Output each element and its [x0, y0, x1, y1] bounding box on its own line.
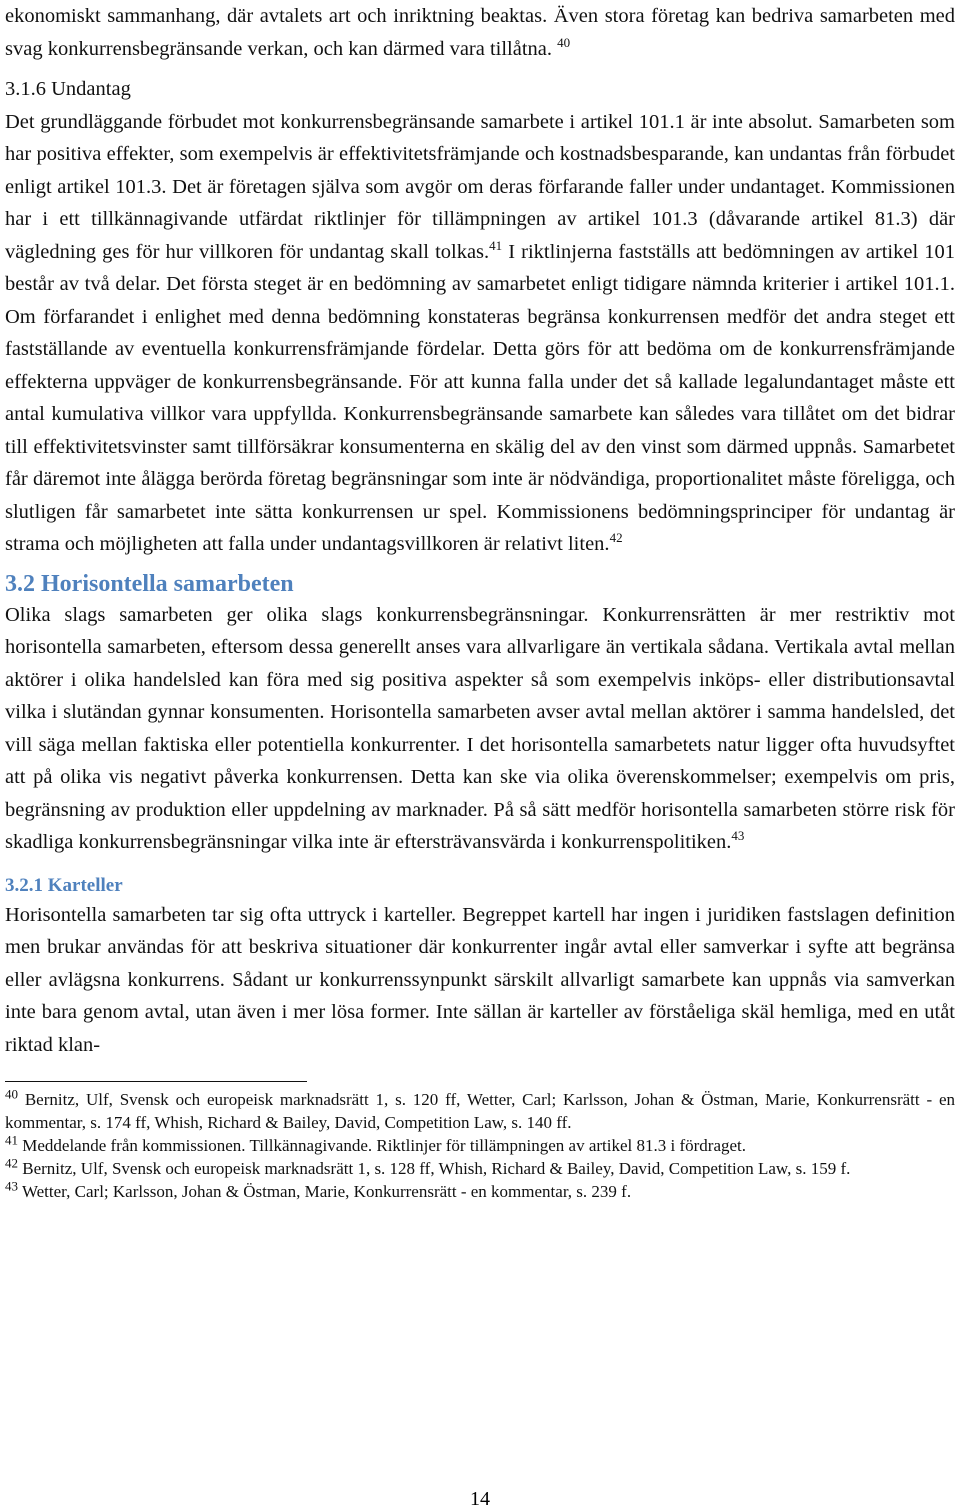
- intro-paragraph: [5, 0, 955, 65]
- footnote-ref-42: 42: [609, 530, 623, 546]
- footnote-41: $^{41}$ Meddelande från kommissionen. Tillkännagivande. Riktlinjer för tillämpningen av artikel 81.3 i fördraget.: [5, 1132, 747, 1155]
- intro-text: ekonomiskt sammanhang, där avtalets art och inriktning beaktas. Även stora företag kan bedriva samarbeten med svag konkurrensbegränsande verkan, och kan därmed vara tillåtna.: [5, 5, 955, 60]
- section-title: Undantag: [51, 78, 131, 100]
- paragraph-part-1: Det grundläggande förbudet mot konkurrensbegränsande samarbete i artikel 101.1 är inte absolut. Samarbeten som har positiva effekter, som exempelvis är effektivitetsfrämjande och kostnadsbesparande, kan undantas från förbudet enligt artikel 101.3. Det är företagen själva som avgör om deras förfarande faller under undantaget. Kommissionen har i ett tillkännagivande utfärdat riktlinjer för tillämpningen av artikel 101.3 (dåvarande artikel 81.3) där vägledning ges för hur villkoren för undantag skall tolkas.: [5, 110, 955, 263]
- footnote-43: $^{43}$ Wetter, Carl; Karlsson, Johan & Östman, Marie, Konkurrensrätt - en kommentar, s. 239 f.: [5, 1178, 632, 1201]
- paragraph-part-2: I riktlinjerna fastställs att bedömningen av artikel 101 består av två delar. Det första steget är en bedömning av samarbetet enligt tidigare nämnda kriterier i artikel 101.1. Om förfarandet i enlighet med denna bedömning konstateras begränsa konkurrensen medför det andra steget ett fastställande av eventuella konkurrensfrämjande fördelar. Detta görs för att bedöma om de konkurrensfrämjande effekterna uppväger de konkurrensbegränsande. För att kunna falla under det så kallade legalundantaget måste ett antal kumulativa villkor vara uppfyllda. Konkurrensbegränsande samarbete kan således vara tillåtet om det bidrar till effektivitetsvinster samt tillförsäkrar konsumenterna en skälig del av den vinst som därmed uppnås. Samarbetet får däremot inte ålägga berörda företag begränsningar som inte är nödvändiga, proportionalitet måste föreligga, och slutligen får samarbetet inte sätta konkurrensen ur spel. Kommissionens bedömningsprinciper för undantag är strama och möjligheten att falla under undantagsvillkoren är relativt liten.: [5, 240, 956, 555]
- section-3-2-heading: 3.2 Horisontella samarbeten: [5, 570, 294, 597]
- section-3-2-1-paragraph: Horisontella samarbeten tar sig ofta uttryck i karteller. Begreppet kartell har ingen i juridiken fastslagen definition men brukar användas för att beskriva situationer där konkurrenter ingår avtal eller samverkar i syfte att begränsa eller avlägsna konkurrens. Sådant ur konkurrenssynpunkt särskilt allvarligt samarbete kan uppnås via samverkan inte bara genom avtal, utan även i mer lösa former. Inte sällan är karteller av förståeliga skäl hemliga, med en utåt riktad klan-: [5, 903, 955, 1056]
- footnote-separator: [5, 1081, 307, 1082]
- document-page: [5, 0, 955, 1203]
- section-3-2-text: Olika slags samarbeten ger olika slags konkurrensbegränsningar. Konkurrensrätten är mer restriktiv mot horisontella samarbeten, eftersom dessa generellt anses vara allvarligare än vertikala sådana. Vertikala avtal mellan aktörer i olika handelsled kan föra med sig positiva aspekter så som exempelvis inköps- eller distributionsavtal vilka i slutändan gynnar konsumenten. Horisontella samarbeten avser avtal mellan aktörer i samma handelsled, det vill säga mellan faktiska eller potentiella konkurrenter. I det horisontella samarbetets natur ligger ofta huvudsyftet att på olika vis negativt påverka konkurrensen. Detta kan ske via olika överenskommelser; exempelvis om pris, begränsning av produktion eller uppdelning av marknader. På så sätt medför horisontella samarbeten större risk för skadliga konkurrensbegränsningar vilka inte är eftersträvansvärda i konkurrenspolitiken.: [5, 603, 955, 853]
- footnotes: [5, 1088, 955, 1203]
- footnote-40: $^{40}$ Bernitz, Ulf, Svensk och europeisk marknadsrätt 1, s. 120 ff, Wetter, Carl; Karlsson, Johan & Östman, Marie, Konkurrensrätt - en kommentar, s. 174 ff, Whish, Richard & Bailey, David, Competition Law, s. 140 ff.: [5, 1086, 955, 1132]
- section-number: 3.1.6: [5, 78, 46, 100]
- footnote-ref-41: 41: [489, 237, 503, 253]
- section-3-1-6-heading: [5, 73, 955, 106]
- section-3-2-1-heading: 3.2.1 Karteller: [5, 874, 123, 896]
- page-number: 14: [470, 1488, 490, 1510]
- footnote-ref-40: 40: [557, 34, 571, 50]
- footnote-ref-43: 43: [731, 828, 745, 844]
- section-3-2-paragraph: [5, 599, 955, 859]
- footnote-42: $^{42}$ Bernitz, Ulf, Svensk och europeisk marknadsrätt 1, s. 128 ff, Whish, Richard & Bailey, David, Competition Law, s. 159 f.: [5, 1155, 851, 1178]
- section-3-1-6-paragraph: [5, 106, 955, 561]
